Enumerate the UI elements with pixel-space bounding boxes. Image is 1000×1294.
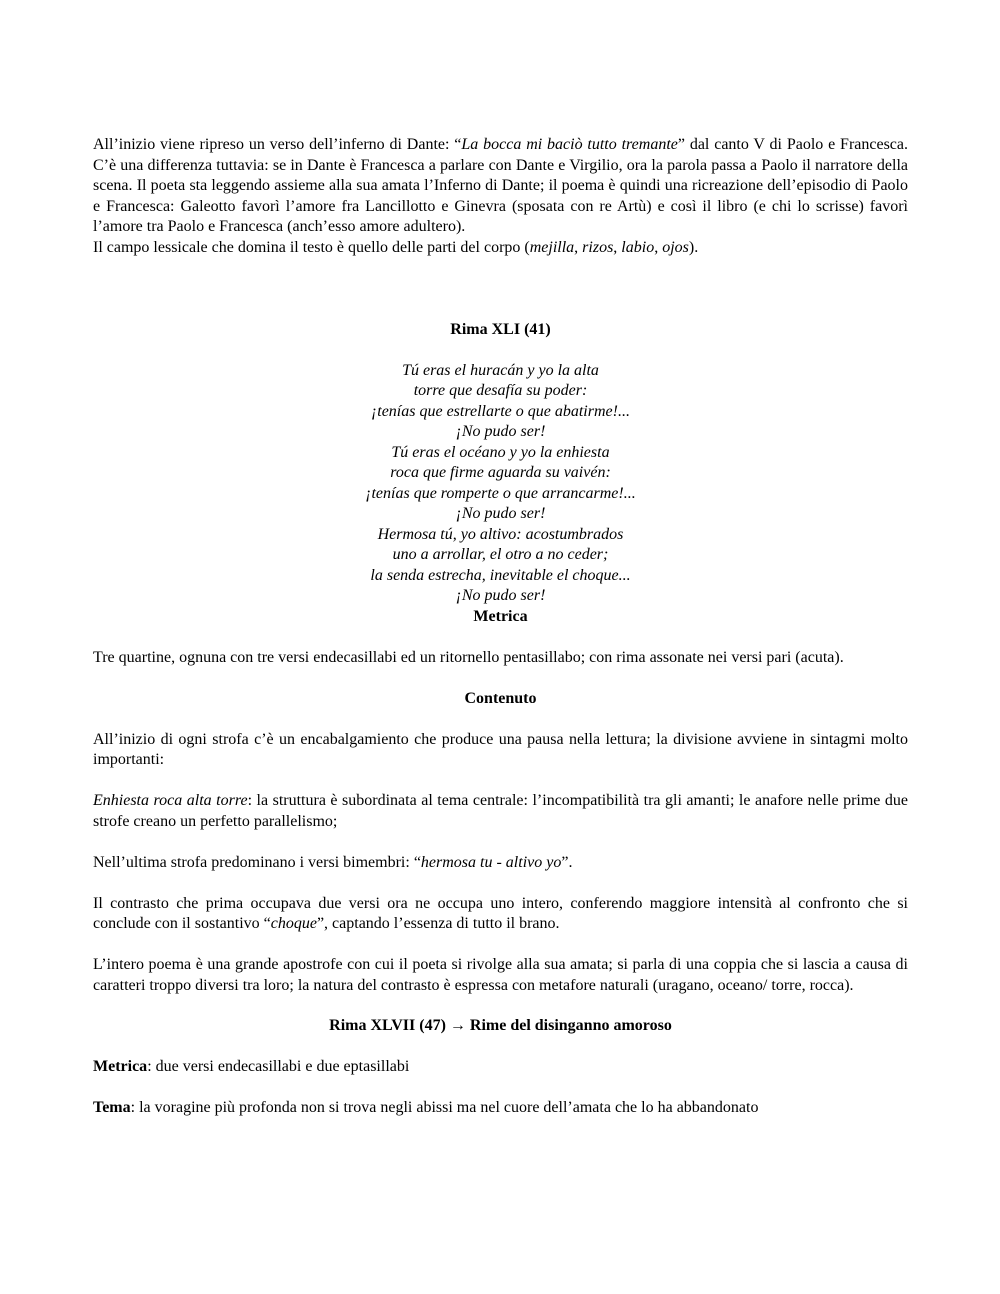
enhiesta-phrase: Enhiesta roca alta torre: [93, 792, 248, 809]
contenuto-2-text: : la struttura è subordinata al tema centrale: l’incompatibilità tra gli amanti; le anafore nelle prime due strofe creano un perfetto parallelismo;: [93, 792, 909, 830]
metrica-label: Metrica: [93, 1058, 148, 1075]
poem-verse: ¡No pudo ser!: [455, 587, 546, 604]
poem-verse: torre que desafía su poder:: [413, 382, 588, 399]
separator: ,: [574, 238, 583, 256]
rima-47-heading: Rima XLVII (47) → Rime del disinganno amoroso: [329, 1017, 672, 1034]
rima-41-heading: Rima XLI (41): [450, 321, 551, 338]
word-ojos: ojos: [662, 238, 689, 256]
contenuto-3-end: ”.: [561, 853, 573, 871]
contenuto-paragraph-4: [93, 894, 908, 935]
lexical-text-end: ).: [688, 238, 699, 256]
contenuto-paragraph-2: [93, 791, 908, 832]
poem-verse: ¡No pudo ser!: [455, 423, 546, 440]
poem-verse: Tú eras el océano y yo la enhiesta: [391, 443, 610, 461]
word-rizos: rizos: [582, 238, 614, 256]
document-page: [93, 135, 908, 1119]
separator: ,: [654, 238, 663, 256]
metrica-text: : due versi endecasillabi e due eptasillabi: [147, 1058, 410, 1075]
poem-verse: uno a arrollar, el otro a no ceder;: [392, 546, 609, 563]
contenuto-paragraph-1: All’inizio di ogni strofa c’è un encabalgamiento che produce una pausa nella lettura; la divisione avviene in sintagmi molto importanti:: [93, 730, 908, 768]
rima-41-poem: [93, 361, 908, 607]
lexical-field-paragraph: [93, 238, 908, 259]
word-mejilla: mejilla: [529, 238, 575, 256]
rima-47-metrica: [93, 1057, 908, 1078]
tema-label: Tema: [93, 1099, 131, 1116]
contenuto-4-text: Il contrasto che prima occupava due versi ora ne occupa uno intero, conferendo maggiore intensità al confronto che si conclude con il sostantivo “: [93, 894, 908, 932]
poem-verse: ¡tenías que estrellarte o que abatirme!...: [371, 402, 630, 420]
contenuto-paragraph-3: [93, 853, 908, 874]
dante-quote: La bocca mi baciò tutto tremante: [461, 136, 678, 153]
choque-word: choque: [270, 915, 317, 932]
contenuto-paragraph-5: L’intero poema è una grande apostrofe con cui il poeta si rivolge alla sua amata; si parla di una coppia che si lascia a causa di caratteri troppo diversi tra loro; la natura del contrasto è espressa con metafore naturali (uragano, oceano/ torre, rocca).: [93, 956, 908, 994]
contenuto-4-end: ”, captando l’essenza di tutto il brano.: [316, 915, 560, 932]
metrica-heading: Metrica: [473, 607, 528, 625]
poem-verse: roca que firme aguarda su vaivén:: [390, 464, 611, 481]
metrica-paragraph: Tre quartine, ognuna con tre versi endecasillabi ed un ritornello pentasillabo; con rima assonate nei versi pari (acuta).: [93, 648, 844, 666]
poem-verse: Tú eras el huracán y yo la alta: [402, 361, 599, 379]
intro-text-rest: ” dal canto V di Paolo e Francesca. C’è una differenza tuttavia: se in Dante è Francesca a parlare con Dante e Virgilio, ora la parola passa a Paolo il narratore della scena. Il poeta sta leggendo assieme alla sua amata l’Inferno di Dante; il poema è quindi una ricreazione dell’episodio di Paolo e Francesca: Galeotto favorì l’amore fra Lancillotto e Ginevra (sposata con re Artù) e così il libro (e chi lo scrisse) favorì l’amore tra Paolo e Francesca (anch’esso amore adultero).: [93, 136, 909, 235]
poem-verse: Hermosa tú, yo altivo: acostumbrados: [377, 525, 624, 543]
contenuto-heading: Contenuto: [464, 689, 537, 707]
word-labio: labio: [621, 238, 655, 256]
intro-paragraph: [93, 135, 908, 238]
bimembri-quote: hermosa tu - altivo yo: [420, 853, 562, 871]
tema-text: : la voragine più profonda non si trova negli abissi ma nel cuore dell’amata che lo ha abbandonato: [130, 1099, 759, 1116]
poem-verse: la senda estrecha, inevitable el choque...: [370, 566, 631, 584]
poem-verse: ¡No pudo ser!: [455, 505, 546, 522]
poem-verse: ¡tenías que romperte o que arrancarme!...: [365, 484, 636, 502]
lexical-text-start: Il campo lessicale che domina il testo è quello delle parti del corpo (: [93, 238, 530, 256]
intro-text-start: All’inizio viene ripreso un verso dell’inferno di Dante: “: [93, 136, 462, 153]
contenuto-3-text: Nell’ultima strofa predominano i versi bimembri: “: [93, 853, 421, 871]
rima-47-tema: [93, 1098, 908, 1119]
separator: ,: [613, 238, 622, 256]
